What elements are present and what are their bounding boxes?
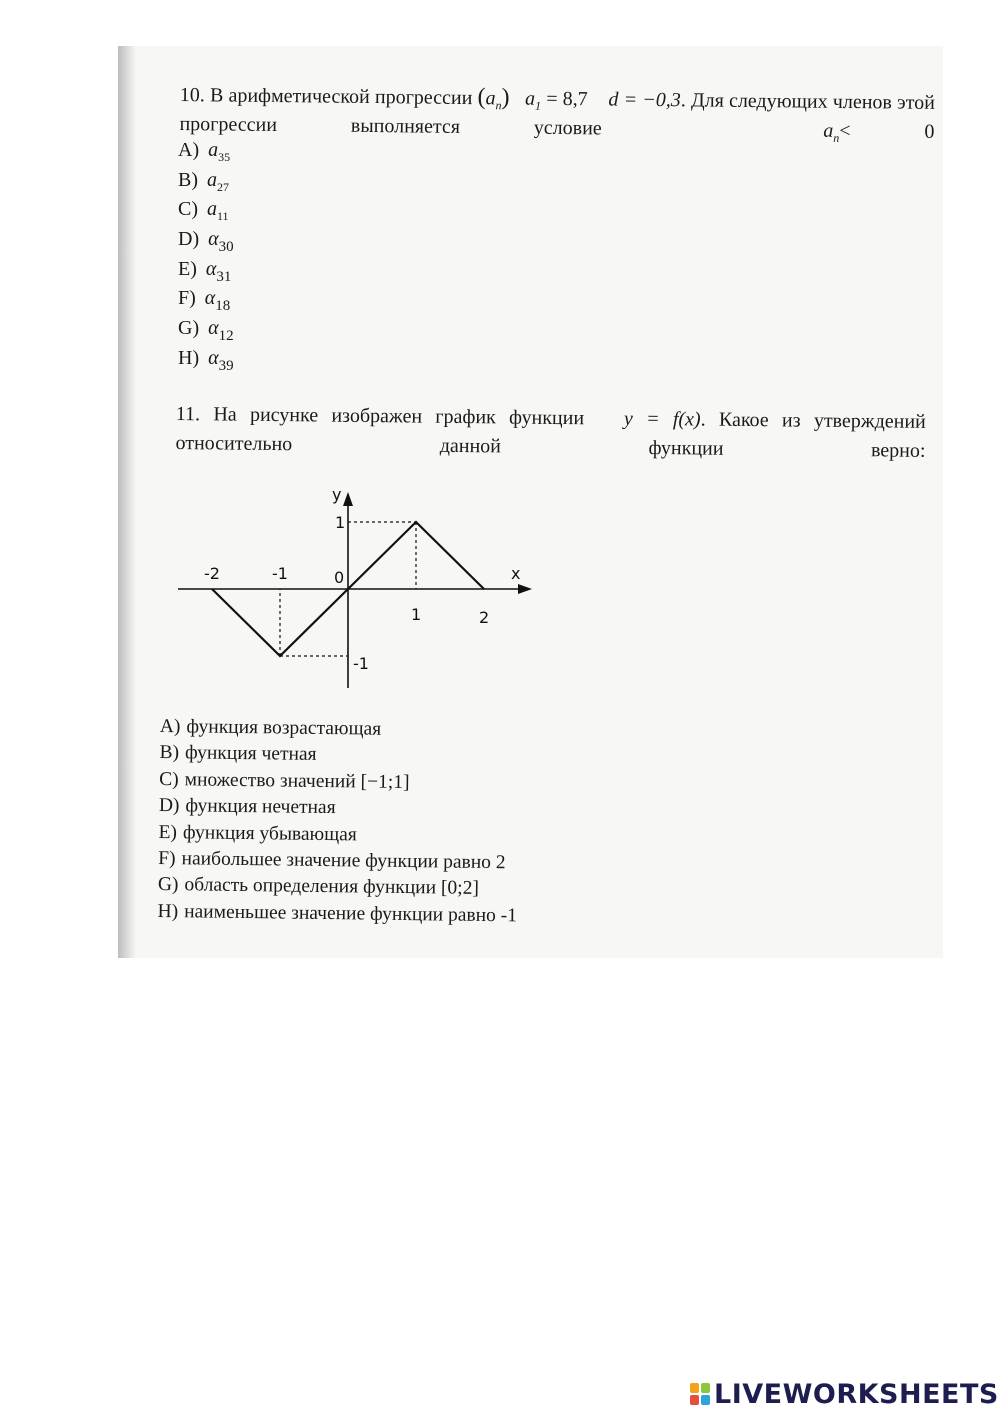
statement-option[interactable] — [157, 899, 517, 930]
x-tick-label: -1 — [272, 564, 288, 583]
option-variable: α — [208, 228, 219, 251]
option-label: A) — [178, 139, 200, 161]
statement-label: A) — [159, 715, 181, 738]
option-variable: a — [208, 139, 219, 161]
logo-square — [701, 1395, 710, 1405]
option-subscript: 39 — [218, 357, 234, 374]
question-11-text-part2: . Какое из утверждений относительно данной функции верно: — [175, 408, 926, 462]
question-11 — [175, 400, 926, 466]
logo-square — [701, 1383, 710, 1393]
option-variable: α — [208, 317, 219, 340]
question-10-text-part1: В арифметической прогрессии — [209, 84, 473, 110]
x-tick-label: -2 — [204, 564, 220, 583]
statement-text: функция возрастающая — [186, 716, 382, 740]
answer-option[interactable] — [178, 314, 234, 344]
statement-label: C) — [159, 768, 179, 791]
option-subscript: 12 — [218, 328, 234, 345]
x-axis-arrow — [518, 584, 532, 594]
option-label: B) — [178, 168, 198, 191]
option-variable: a — [207, 198, 217, 221]
option-label: E) — [178, 257, 197, 280]
first-term: $a_1 = 8,7$ — [524, 87, 588, 113]
statement-option[interactable] — [158, 872, 518, 903]
x-tick-label: 1 — [411, 605, 422, 624]
statement-label: D) — [158, 795, 180, 817]
question-11-text-part1: На рисунке изображен график функции — [213, 403, 585, 430]
option-variable: α — [205, 257, 217, 280]
question-10 — [179, 80, 935, 147]
statement-text: наибольшее значение функции равно 2 — [181, 848, 506, 874]
answer-option[interactable] — [178, 255, 234, 285]
option-subscript: 27 — [217, 179, 229, 194]
question-11-number: 11. — [175, 402, 201, 426]
y-tick-label: 1 — [335, 513, 346, 532]
option-label: D) — [178, 228, 200, 251]
statement-text: наименьшее значение функции равно -1 — [184, 901, 518, 927]
function-graph — [170, 482, 540, 694]
answer-option[interactable] — [178, 225, 234, 255]
brand-name: LIVEWORKSHEETS — [714, 1378, 999, 1410]
sequence-notation: $(a_n)$ — [477, 84, 510, 113]
option-subscript: 35 — [218, 150, 231, 164]
question-11-statements — [157, 714, 519, 930]
x-axis-label: x — [511, 564, 521, 583]
statement-label: G) — [157, 874, 179, 896]
logo-square — [690, 1395, 699, 1405]
condition: $a_n< 0$ — [823, 119, 935, 145]
statement-label: F) — [158, 847, 176, 870]
common-difference: d = −0,3 — [608, 88, 681, 112]
logo-square — [690, 1383, 699, 1393]
option-label: G) — [178, 317, 200, 340]
statement-text: множество значений [−1;1] — [184, 769, 410, 793]
y-axis-arrow — [343, 492, 353, 506]
statement-option[interactable] — [159, 793, 519, 824]
option-variable: α — [204, 287, 216, 310]
liveworksheets-logo-icon — [690, 1383, 710, 1405]
option-subscript: 11 — [217, 209, 229, 224]
statement-label: B) — [159, 742, 180, 764]
statement-text: функция убывающая — [182, 821, 357, 845]
option-label: C) — [178, 198, 198, 221]
statement-text: функция нечетная — [185, 795, 336, 819]
question-10-options — [178, 136, 234, 374]
option-variable: a — [207, 168, 217, 191]
option-subscript: 30 — [218, 239, 234, 256]
option-subscript: 18 — [215, 298, 231, 315]
y-tick-label: -1 — [353, 654, 369, 673]
origin-label: 0 — [334, 568, 345, 587]
statement-label: H) — [157, 900, 179, 922]
statement-option[interactable] — [159, 740, 519, 771]
statement-text: функция четная — [184, 742, 317, 766]
option-label: F) — [178, 287, 196, 310]
scan-shadow-edge — [118, 46, 136, 958]
option-label: H) — [178, 346, 200, 369]
option-variable: α — [208, 346, 219, 369]
question-10-text-part2: . Для следующих членов этой прогрессии выполняется условие — [179, 89, 935, 140]
answer-option[interactable] — [178, 284, 234, 314]
question-10-number: 10. — [179, 83, 205, 107]
function-notation: y = f(x) — [623, 407, 701, 431]
x-tick-label: 2 — [479, 608, 490, 627]
liveworksheets-brand — [690, 1376, 999, 1412]
option-subscript: 31 — [216, 268, 232, 285]
answer-option[interactable] — [178, 166, 234, 196]
answer-option[interactable] — [178, 195, 234, 225]
answer-option[interactable] — [178, 136, 234, 166]
statement-label: E) — [158, 821, 178, 843]
answer-option[interactable] — [178, 344, 234, 374]
y-axis-label: y — [332, 485, 342, 504]
statement-text: область определения функции [0;2] — [184, 874, 480, 900]
